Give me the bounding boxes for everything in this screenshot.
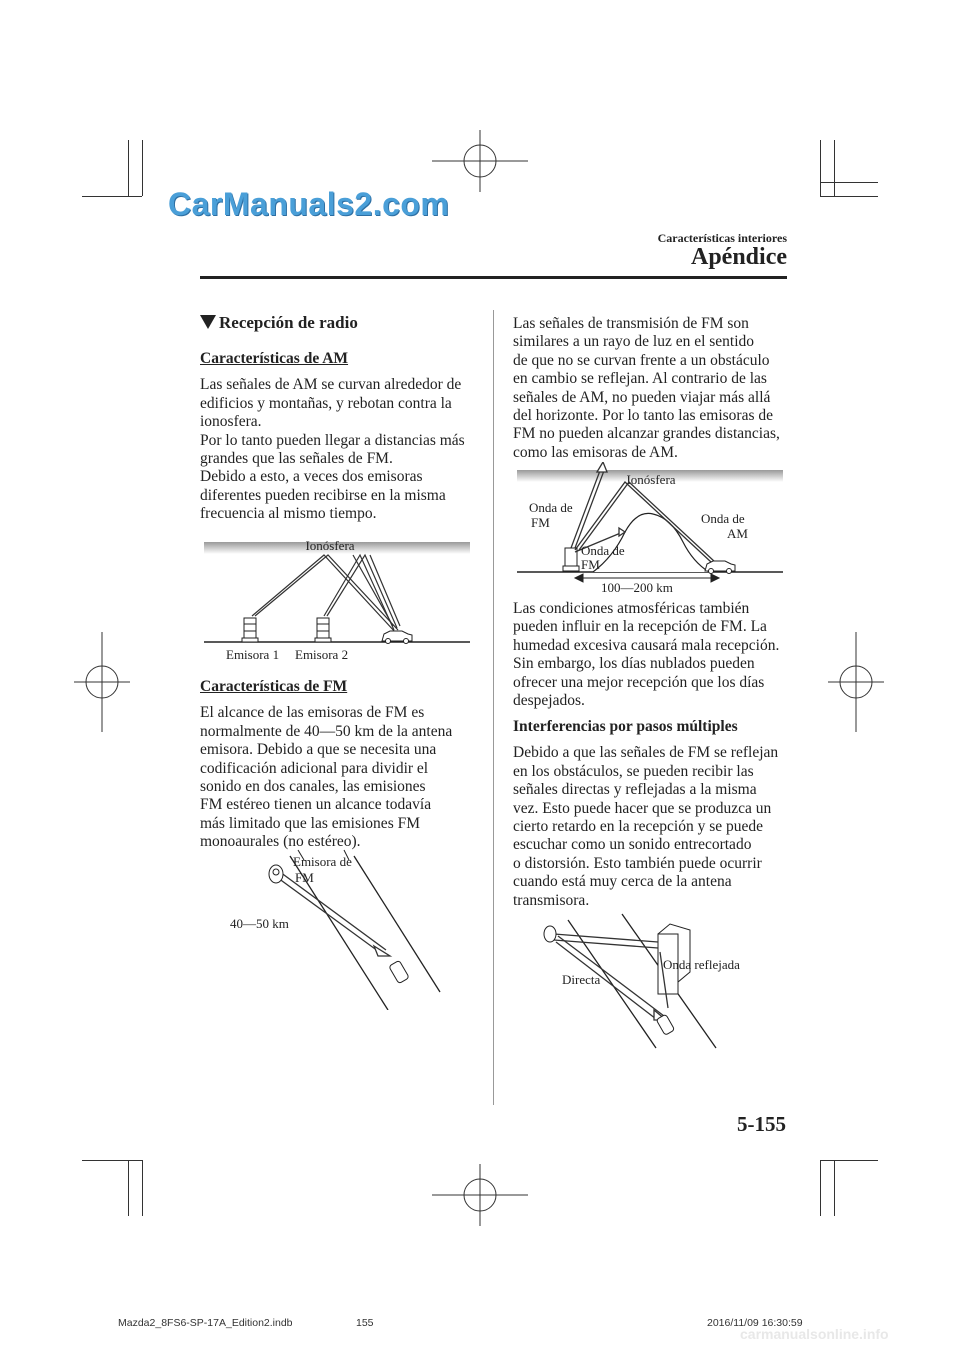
fm-wave-label: FM <box>531 515 550 530</box>
text-line: vez. Esto puede hacer que se produzca un <box>513 799 772 817</box>
header-chapter: Apéndice <box>691 244 787 270</box>
crop-mark <box>820 1160 821 1216</box>
text-line: Las condiciones atmosféricas también <box>513 600 750 617</box>
text-line: como las emisoras de AM. <box>513 443 678 461</box>
station1-label: Emisora 1 <box>226 647 280 662</box>
crop-mark <box>82 1160 142 1161</box>
text-line: FM estéreo tienen un alcance todavía <box>200 796 432 814</box>
triangle-bullet-icon <box>200 315 216 329</box>
station2-label: Emisora 2 <box>295 647 349 662</box>
text-line: Por lo tanto pueden llegar a distancias más <box>200 431 465 449</box>
car-icon <box>389 960 409 983</box>
crop-mark <box>82 196 142 197</box>
text-line: cuando está muy cerca de la antena <box>513 873 732 891</box>
station-label: Emisora de <box>293 854 352 869</box>
column-divider <box>493 310 494 1105</box>
footer-page: 155 <box>356 1317 374 1329</box>
crop-mark <box>142 1160 143 1216</box>
weather-paragraph <box>513 600 798 710</box>
text-line: más limitado que las emisiones FM <box>200 814 420 832</box>
fm-heading: Características de FM <box>200 678 348 695</box>
multipath-heading: Interferencias por pasos múltiples <box>513 718 738 735</box>
text-line: monoaurales (no estéreo). <box>200 833 361 851</box>
am-wave-paths <box>252 555 400 633</box>
section-title-text: Recepción de radio <box>219 313 358 332</box>
text-line: cierto retardo en la recepción y se puede <box>513 818 764 836</box>
am-block <box>200 350 485 524</box>
fm-am-comparison-figure <box>513 462 785 594</box>
ionosphere-label: Ionósfera <box>626 472 676 487</box>
text-line: en los obstáculos, se pueden recibir las <box>513 762 754 780</box>
text-line: Debido a esto, a veces dos emisoras <box>200 468 423 486</box>
fm-range-figure <box>218 842 450 1010</box>
range-label: 40—50 km <box>230 916 289 931</box>
text-line: o distorsión. Esto también puede ocurrir <box>513 854 762 872</box>
text-line: de que no se curvan frente a un obstáculo <box>513 351 770 369</box>
crop-mark <box>834 1160 835 1216</box>
multipath-paragraph <box>513 744 798 910</box>
fm-reflection-paragraph <box>513 315 798 462</box>
distance-label: 100—200 km <box>601 580 673 594</box>
text-line: emisora. Debido a que se necesita una <box>200 741 437 759</box>
crop-mark <box>834 140 835 196</box>
registration-mark <box>74 632 130 732</box>
antenna-icon <box>544 926 556 942</box>
text-line: Las señales de transmisión de FM son <box>513 315 749 332</box>
text-line: señales de AM, no pueden viajar más allá <box>513 388 771 406</box>
station-label: FM <box>295 870 314 885</box>
text-line: FM no pueden alcanzar grandes distancias, <box>513 425 780 443</box>
watermark-footer: carmanualsonline.info <box>740 1326 889 1342</box>
text-line: escuchar como un sonido entrecortado <box>513 836 752 854</box>
crop-mark <box>128 140 129 196</box>
fm-wave-label: FM <box>581 557 600 572</box>
fm-paragraph <box>200 704 485 851</box>
fm-block <box>200 678 485 852</box>
am-wave-label: Onda de <box>701 511 745 526</box>
text-line: despejados. <box>513 692 585 710</box>
page-number: 5-155 <box>737 1112 786 1136</box>
text-line: grandes que las señales de FM. <box>200 450 393 468</box>
direct-wave-label: Directa <box>562 972 601 987</box>
ionosphere-label: Ionósfera <box>305 538 355 553</box>
text-line: sonido en dos canales, las emisiones <box>200 778 426 796</box>
antenna-icon <box>269 865 283 883</box>
fm-wave-label: Onda de <box>581 543 625 558</box>
reflected-wave-label: Onda reflejada <box>663 957 740 972</box>
text-line: en cambio se reflejan. Al contrario de las <box>513 370 767 388</box>
am-wave-label: AM <box>727 526 748 541</box>
header-rule <box>200 276 787 279</box>
tower-icon <box>563 548 579 571</box>
registration-mark <box>828 632 884 732</box>
crop-mark <box>820 182 878 183</box>
crop-mark <box>142 140 143 196</box>
fm-wave-label: Onda de <box>529 500 573 515</box>
tower-icon <box>242 618 258 642</box>
header-section: Características interiores <box>657 231 787 245</box>
tower-icon <box>315 618 331 642</box>
am-paragraph <box>200 376 485 523</box>
text-line: del horizonte. Por lo tanto las emisoras de <box>513 407 773 425</box>
watermark-logo: CarManuals2.com <box>168 186 450 222</box>
multipath-block <box>513 718 798 910</box>
multipath-figure <box>530 912 770 1052</box>
crop-mark <box>820 1160 878 1161</box>
text-line: diferentes pueden recibirse en la misma <box>200 486 446 504</box>
footer-timestamp: 2016/11/09 16:30:59 <box>707 1317 803 1329</box>
text-line: similares a un rayo de luz en el sentido <box>513 333 755 351</box>
text-line: pueden influir en la recepción de FM. La <box>513 618 767 636</box>
text-line: Sin embargo, los días nublados pueden <box>513 655 755 673</box>
text-line: codificación adicional para dividir el <box>200 759 429 777</box>
text-line: Las señales de AM se curvan alrededor de <box>200 376 462 394</box>
crop-mark <box>820 196 878 197</box>
text-line: Debido a que las señales de FM se reflejan <box>513 744 779 762</box>
registration-mark <box>432 1164 528 1226</box>
text-line: transmisora. <box>513 891 590 909</box>
text-line: edificios y montañas, y rebotan contra la <box>200 394 452 412</box>
text-line: El alcance de las emisoras de FM es <box>200 704 425 722</box>
text-line: normalmente de 40—50 km de la antena <box>200 722 453 740</box>
text-line: ofrecer una mejor recepción que los días <box>513 673 765 691</box>
text-line: humedad excesiva causará mala recepción. <box>513 636 780 654</box>
text-line: señales directas y reflejadas a la misma <box>513 781 757 799</box>
footer-filename: Mazda2_8FS6-SP-17A_Edition2.indb <box>118 1317 293 1329</box>
am-heading: Características de AM <box>200 350 349 367</box>
crop-mark <box>820 140 821 196</box>
am-ionosphere-figure <box>200 538 472 663</box>
section-title <box>200 313 358 333</box>
crop-mark <box>128 1160 129 1216</box>
text-line: ionosfera. <box>200 413 262 431</box>
text-line: frecuencia al mismo tiempo. <box>200 505 377 523</box>
registration-mark <box>432 130 528 192</box>
